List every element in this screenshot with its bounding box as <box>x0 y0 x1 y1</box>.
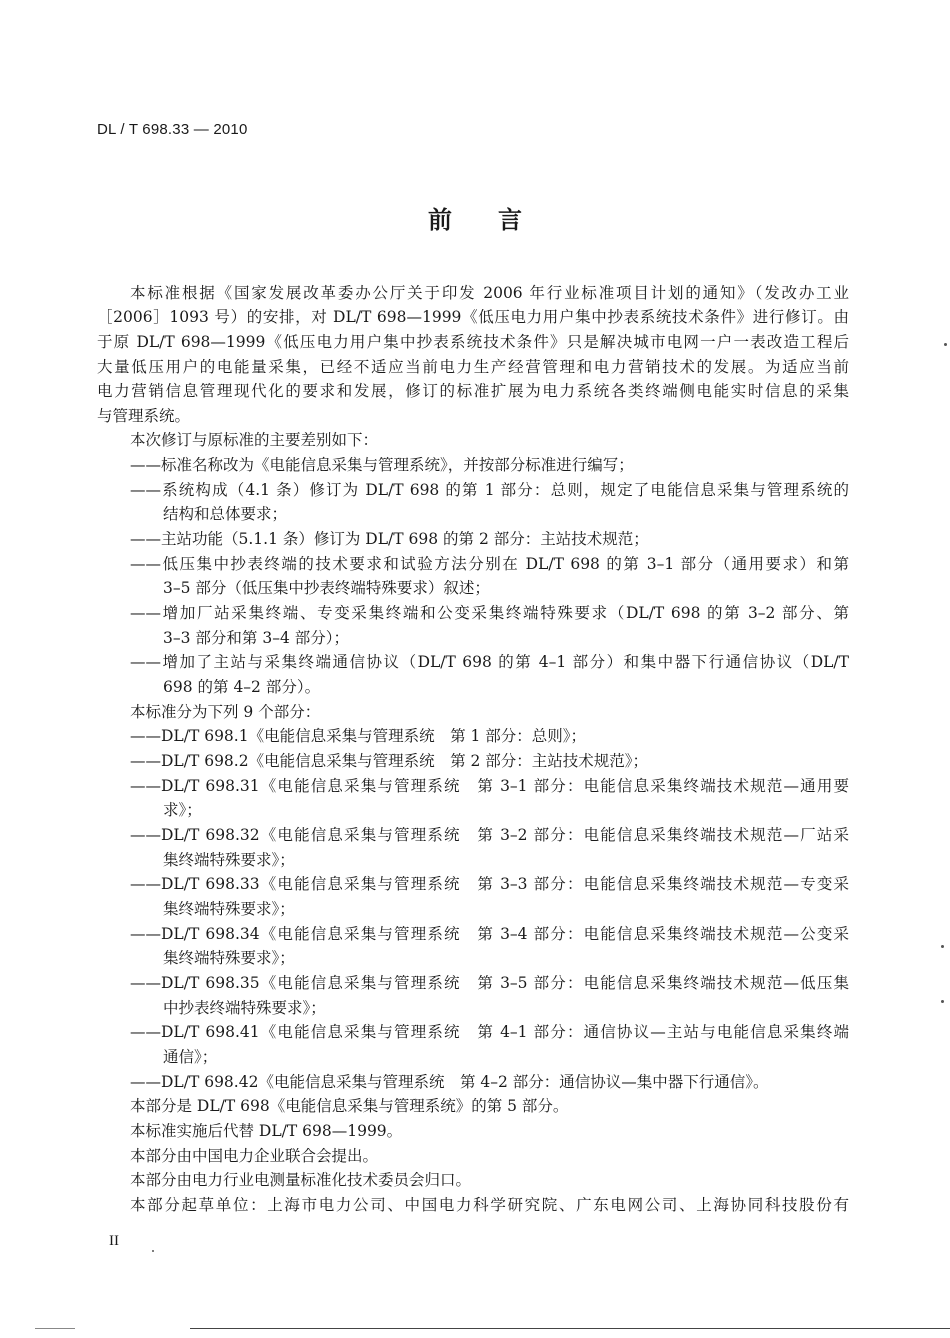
list-item: ——标准名称改为《电能信息采集与管理系统》，并按部分标准进行编写； <box>130 456 634 474</box>
list-item-cont: 求》； <box>163 801 202 819</box>
page-title: 前言 <box>428 206 568 234</box>
body-line: 本标准分为下列 9 个部分： <box>130 703 321 721</box>
body-line: 大量低压用户的电能量采集，已经不适应当前电力生产经营管理和电力营销技术的发展。为适应当前 <box>97 358 849 376</box>
document-code: DL / T 698.33 — 2010 <box>97 121 248 138</box>
list-item-cont: 3–3 部分和第 3–4 部分）； <box>163 629 349 647</box>
body-line: 本部分由中国电力企业联合会提出。 <box>130 1147 379 1165</box>
body-line: 于原 DL/T 698—1999《低压电力用户集中抄表系统技术条件》只是解决城市电网一户一表改造工程后 <box>97 333 849 351</box>
list-item-cont: 集终端特殊要求》； <box>163 851 295 869</box>
body-line: 与管理系统。 <box>97 407 191 425</box>
list-item: ——DL/T 698.2《电能信息采集与管理系统 第 2 部分：主站技术规范》； <box>130 752 649 770</box>
list-item: ——主站功能（5.1.1 条）修订为 DL/T 698 的第 2 部分：主站技术规范； <box>130 530 649 548</box>
list-item: ——DL/T 698.42《电能信息采集与管理系统 第 4–2 部分：通信协议—集中器下行通信》。 <box>130 1073 769 1091</box>
list-item-cont: 通信》； <box>163 1048 218 1066</box>
body-line: 本部分由电力行业电测量标准化技术委员会归口。 <box>130 1171 472 1189</box>
list-item: ——DL/T 698.31《电能信息采集与管理系统 第 3–1 部分：电能信息采集终端技术规范—通用要 <box>130 777 849 795</box>
body-line: 电力营销信息管理现代化的要求和发展，修订的标准扩展为电力系统各类终端侧电能实时信息的采集 <box>97 382 849 400</box>
list-item: ——DL/T 698.41《电能信息采集与管理系统 第 4–1 部分：通信协议—主站与电能信息采集终端 <box>130 1023 849 1041</box>
page-number: II <box>109 1233 119 1249</box>
list-item-cont: 3–5 部分（低压集中抄表终端特殊要求）叙述； <box>163 579 490 597</box>
footer-rule <box>190 1328 950 1329</box>
body-line: 本部分起草单位：上海市电力公司、中国电力科学研究院、广东电网公司、上海协同科技股份有 <box>130 1196 849 1214</box>
scan-speck <box>941 945 944 948</box>
list-item: ——DL/T 698.33《电能信息采集与管理系统 第 3–3 部分：电能信息采集终端技术规范—专变采 <box>130 875 849 893</box>
list-item: ——DL/T 698.35《电能信息采集与管理系统 第 3–5 部分：电能信息采集终端技术规范—低压集 <box>130 974 849 992</box>
body-line: 本部分是 DL/T 698《电能信息采集与管理系统》的第 5 部分。 <box>130 1097 569 1115</box>
list-item-cont: 集终端特殊要求》； <box>163 900 295 918</box>
list-item: ——DL/T 698.1《电能信息采集与管理系统 第 1 部分：总则》； <box>130 727 587 745</box>
body-line: 本次修订与原标准的主要差别如下： <box>130 431 379 449</box>
list-item: ——增加厂站采集终端、专变采集终端和公变采集终端特殊要求（DL/T 698 的第 3–2 部分、第 <box>130 604 849 622</box>
body-line: ［2006］1093 号）的安排，对 DL/T 698—1999《低压电力用户集中抄表系统技术条件》进行修订。由 <box>97 308 849 326</box>
footer-rule-left <box>35 1328 75 1329</box>
scan-speck <box>944 343 947 346</box>
body-line: 本标准实施后代替 DL/T 698—1999。 <box>130 1122 403 1140</box>
body-line: 本标准根据《国家发展改革委办公厅关于印发 2006 年行业标准项目计划的通知》（发改办工业 <box>130 284 849 302</box>
list-item: ——低压集中抄表终端的技术要求和试验方法分别在 DL/T 698 的第 3–1 部分（通用要求）和第 <box>130 555 849 573</box>
list-item: ——系统构成（4.1 条）修订为 DL/T 698 的第 1 部分：总则，规定了电能信息采集与管理系统的 <box>130 481 849 499</box>
scan-speck <box>152 1250 154 1252</box>
list-item-cont: 中抄表终端特殊要求》； <box>163 999 326 1017</box>
list-item-cont: 集终端特殊要求》； <box>163 949 295 967</box>
list-item: ——DL/T 698.32《电能信息采集与管理系统 第 3–2 部分：电能信息采集终端技术规范—厂站采 <box>130 826 849 844</box>
scan-speck <box>941 1000 944 1003</box>
list-item-cont: 结构和总体要求； <box>163 505 288 523</box>
list-item: ——DL/T 698.34《电能信息采集与管理系统 第 3–4 部分：电能信息采集终端技术规范—公变采 <box>130 925 849 943</box>
list-item: ——增加了主站与采集终端通信协议（DL/T 698 的第 4–1 部分）和集中器下行通信协议（DL/T <box>130 653 849 671</box>
list-item-cont: 698 的第 4–2 部分）。 <box>163 678 321 696</box>
